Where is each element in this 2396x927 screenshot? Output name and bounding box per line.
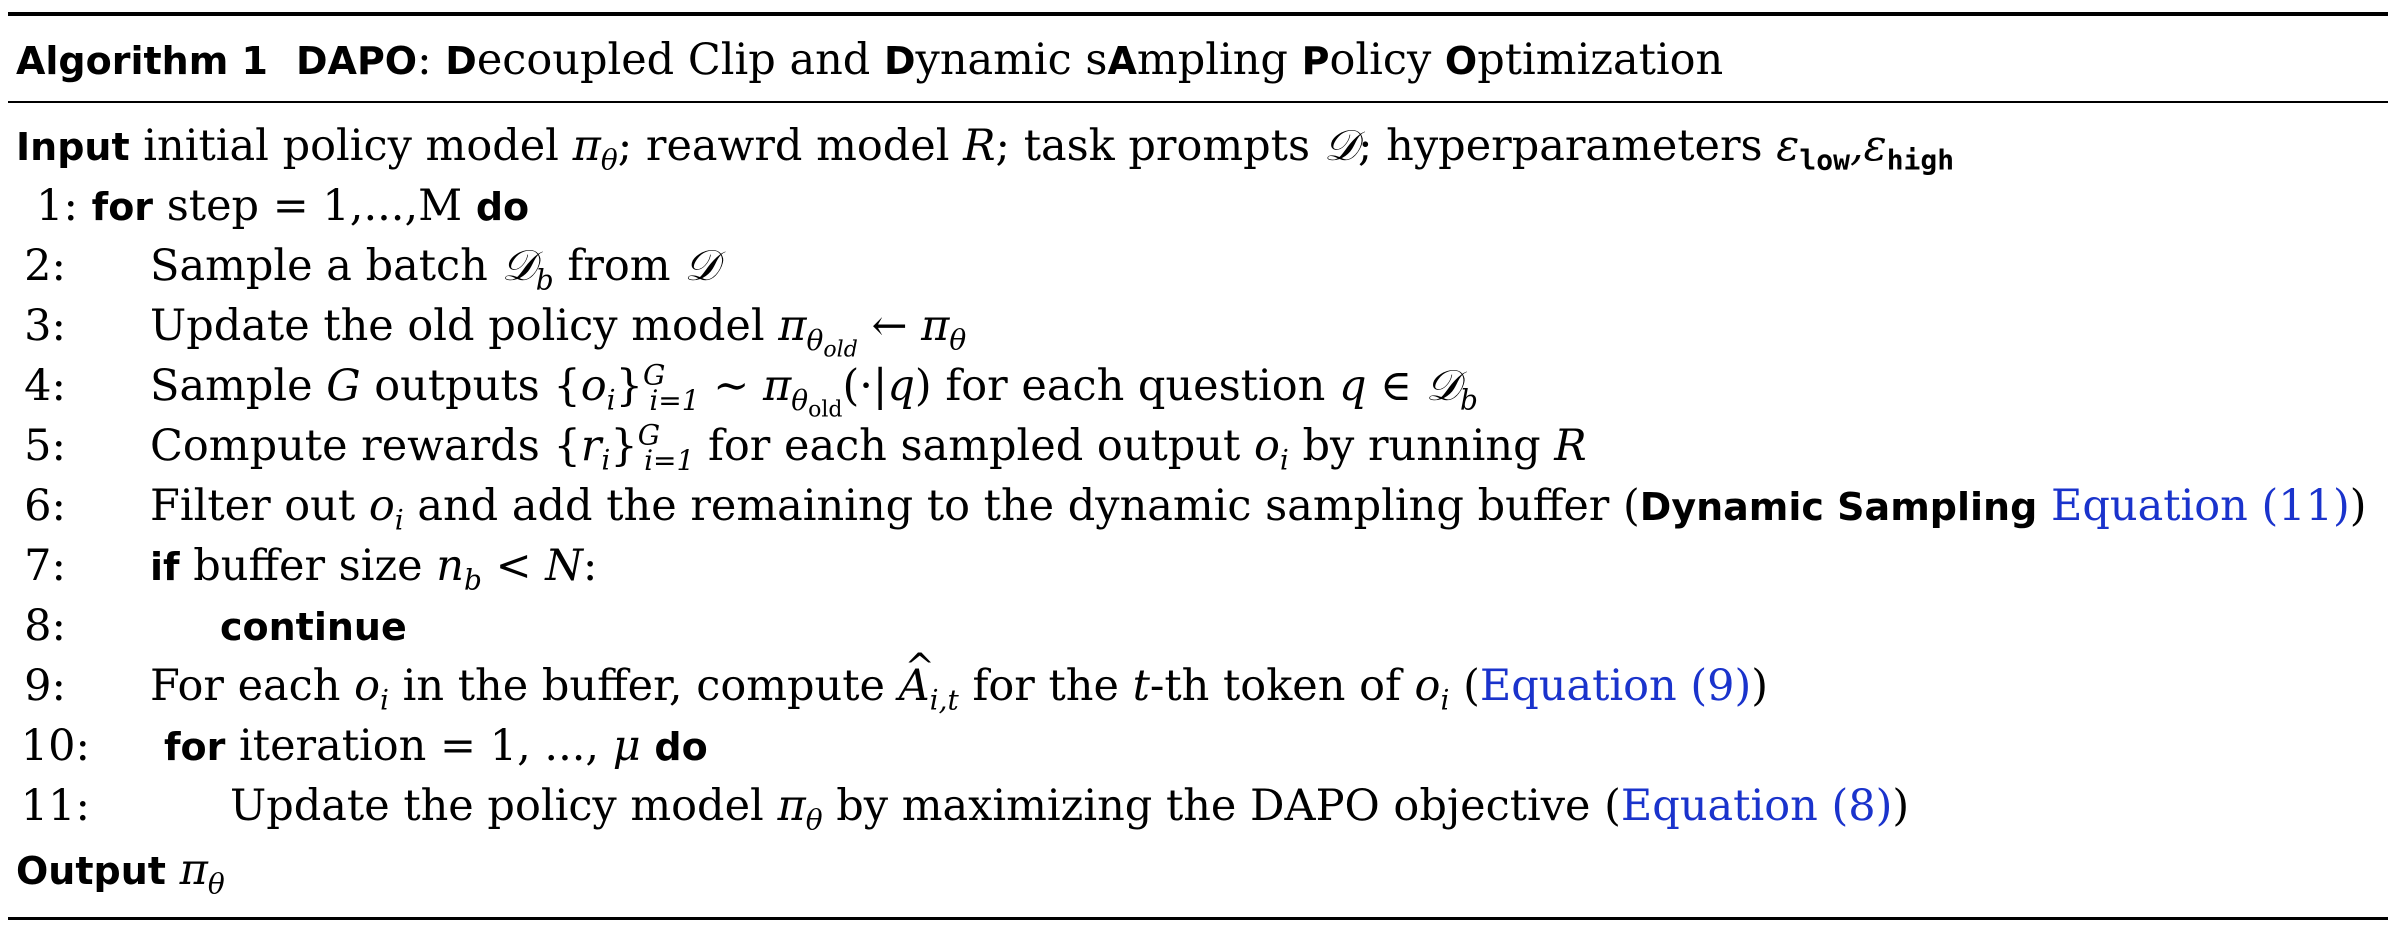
algo-line-1: 1: for step = 1,...,M do — [16, 180, 529, 233]
algo-line-11: 11: Update the policy model $\pi_\theta$ by maximizing the DAPO objective (Equation (8)) — [16, 780, 1909, 832]
line-number: 11: — [20, 781, 90, 831]
output-keyword: Output — [16, 849, 166, 893]
output-line: Output $\pi_\theta$ — [16, 845, 225, 901]
algo-line-9: 9: For each $o_i$ in the buffer, compute ^ $A_{i,t}$ for the t-th token of $o_i$ (Equation (9)) — [16, 660, 1768, 712]
algo-line-5: 5: Compute rewards $\{r_i\}^G_{i=1}$ for each sampled output $o_i$ by running R — [16, 420, 1587, 472]
caption-colon: : — [417, 35, 432, 85]
algo-line-10: 10: for iteration = 1, ..., μ do — [16, 720, 708, 773]
line-number: 9: — [24, 661, 66, 711]
input-line: Input initial policy model $\pi_\theta$; reawrd model R; task prompts 𝒟; hyperparameters $\varepsilon_{low},\varepsilon_{high}$ — [16, 121, 1955, 177]
caption-rule — [8, 101, 2388, 103]
line-number: 4: — [24, 361, 66, 411]
keyword-do: do — [654, 725, 708, 769]
keyword-for: for — [164, 725, 226, 769]
algo-line-7: 7: if buffer size $n_b < N$: — [16, 540, 597, 593]
bottom-rule — [8, 917, 2388, 920]
line-number: 1: — [36, 181, 78, 231]
keyword-do: do — [475, 185, 530, 229]
dynamic-sampling-label: Dynamic Sampling — [1639, 485, 2038, 529]
keyword-for: for — [91, 185, 154, 229]
algo-line-2: 2: Sample a batch 𝒟$_b$ from 𝒟 — [16, 240, 719, 292]
input-text: initial policy model — [129, 121, 573, 171]
line-number: 6: — [24, 481, 66, 531]
line-number: 2: — [24, 241, 66, 291]
equation-11-link[interactable]: Equation (11) — [2050, 481, 2350, 531]
keyword-continue: continue — [220, 605, 407, 649]
keyword-if: if — [150, 545, 180, 589]
algorithm-abbrev: DAPO — [296, 39, 418, 83]
equation-9-link[interactable]: Equation (9) — [1479, 661, 1752, 711]
line-number: 10: — [20, 721, 90, 771]
line-number: 8: — [24, 601, 66, 651]
algorithm-caption — [16, 34, 1723, 87]
caption-title: Decoupled Clip and Dynamic sAmpling Policy Optimization — [445, 35, 1724, 85]
equation-8-link[interactable]: Equation (8) — [1620, 781, 1893, 831]
line-number: 7: — [24, 541, 66, 591]
top-rule — [8, 12, 2388, 16]
algorithm-label: Algorithm 1 — [16, 39, 268, 83]
line-number: 3: — [24, 301, 66, 351]
algo-line-8 — [16, 600, 407, 653]
input-keyword: Input — [16, 125, 130, 169]
algo-line-3: 3: Update the old policy model $\pi_{\theta_{old}}$ ← $\pi_\theta$ — [16, 300, 966, 352]
line-number: 5: — [24, 421, 66, 471]
algo-line-4: 4: Sample G outputs $\{o_i\}^G_{i=1}$ ∼ $\pi_{\theta_{old}}(\cdot|q)$ for each question q ∈ 𝒟$_b$ — [16, 360, 1478, 412]
algo-line-6: 6: Filter out $o_i$ and add the remaining to the dynamic sampling buffer (Dynamic Sampling Equation (11)) — [16, 480, 2367, 533]
